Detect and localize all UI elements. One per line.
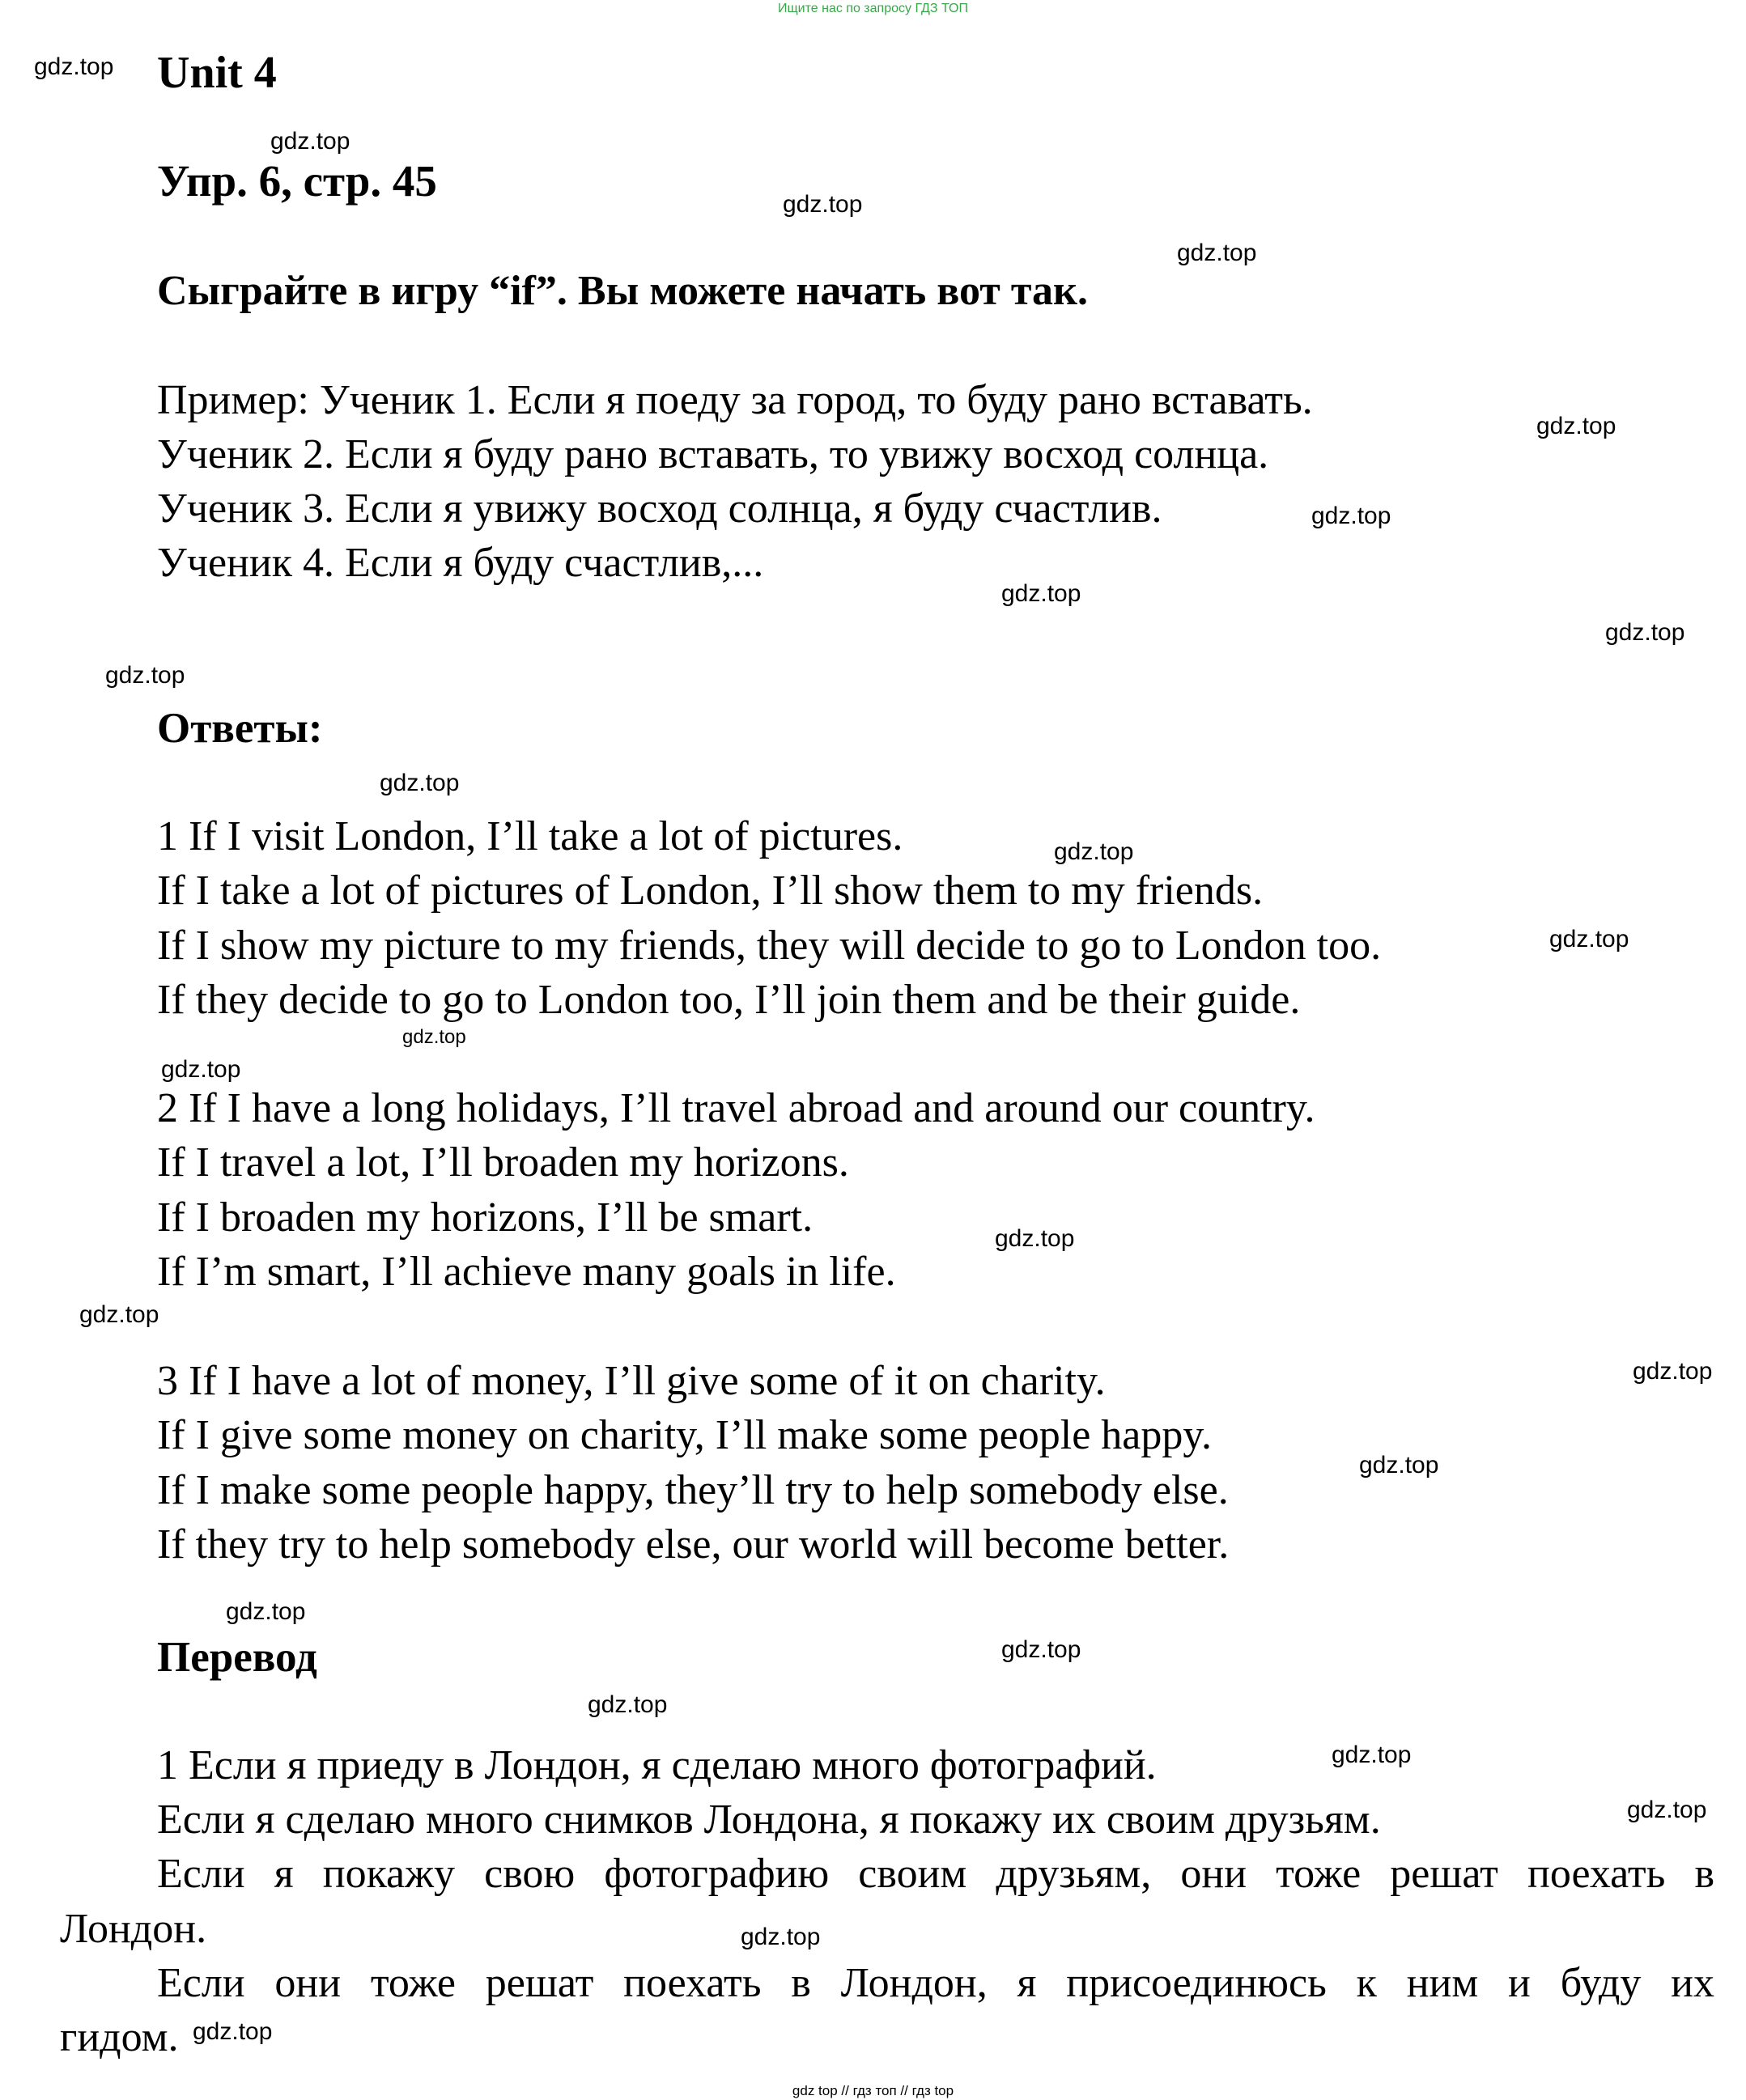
watermark: gdz.top	[161, 1056, 241, 1083]
answer-line: If I broaden my horizons, I’ll be smart.	[157, 1194, 814, 1241]
task-heading: Сыграйте в игру “if”. Вы можете начать вот так.	[157, 268, 1088, 314]
watermark: gdz.top	[741, 1924, 821, 1950]
translation-heading: Перевод	[157, 1634, 317, 1681]
footer-note: gdz top // гдз топ // гдз top	[792, 2083, 954, 2098]
watermark: gdz.top	[402, 1026, 466, 1048]
answer-line: If I give some money on charity, I’ll make some people happy.	[157, 1412, 1212, 1458]
watermark: gdz.top	[1359, 1452, 1439, 1478]
example-line: Пример: Ученик 1. Если я поеду за город, то буду рано вставать.	[157, 377, 1313, 423]
watermark: gdz.top	[1001, 1636, 1081, 1663]
answer-line: If I take a lot of pictures of London, I’ll show them to my friends.	[157, 868, 1264, 914]
exercise-title: Упр. 6, стр. 45	[157, 156, 437, 206]
translation-line: Если они тоже решат поехать в Лондон, я присоединюсь к ним и буду их	[157, 1960, 1714, 2006]
answer-line: If I show my picture to my friends, they will decide to go to London too.	[157, 923, 1382, 969]
watermark: gdz.top	[1549, 926, 1629, 952]
watermark: gdz.top	[226, 1598, 306, 1625]
translation-line: Если я покажу свою фотографию своим друзьям, они тоже решат поехать в	[157, 1851, 1714, 1897]
translation-line: Если я сделаю много снимков Лондона, я покажу их своим друзьям.	[157, 1797, 1381, 1843]
unit-title: Unit 4	[157, 48, 277, 98]
watermark: gdz.top	[783, 191, 863, 218]
watermark: gdz.top	[1311, 503, 1391, 529]
top-search-note: Ищите нас по запросу ГДЗ ТОП	[778, 2, 968, 15]
watermark: gdz.top	[1633, 1358, 1713, 1385]
answers-heading: Ответы:	[157, 705, 323, 752]
answer-line: If they try to help somebody else, our world will become better.	[157, 1521, 1230, 1568]
translation-line: 1 Если я приеду в Лондон, я сделаю много фотографий.	[157, 1742, 1157, 1788]
watermark: gdz.top	[1332, 1742, 1412, 1768]
example-line: Ученик 3. Если я увижу восход солнца, я буду счастлив.	[157, 486, 1162, 532]
watermark: gdz.top	[1054, 838, 1134, 865]
watermark: gdz.top	[380, 770, 460, 796]
answer-line: If they decide to go to London too, I’ll join them and be their guide.	[157, 977, 1301, 1023]
watermark: gdz.top	[1627, 1797, 1707, 1823]
watermark: gdz.top	[270, 128, 350, 155]
watermark: gdz.top	[588, 1691, 668, 1718]
example-line: Ученик 2. Если я буду рано вставать, то увижу восход солнца.	[157, 431, 1269, 477]
watermark: gdz.top	[1177, 240, 1257, 266]
watermark: gdz.top	[1536, 413, 1616, 439]
answer-line: If I’m smart, I’ll achieve many goals in life.	[157, 1249, 896, 1295]
example-line: Ученик 4. Если я буду счастлив,...	[157, 540, 764, 586]
watermark: gdz.top	[193, 2018, 273, 2045]
watermark: gdz.top	[1001, 580, 1081, 607]
answer-line: If I make some people happy, they’ll try to help somebody else.	[157, 1467, 1229, 1513]
translation-line: гидом.	[60, 2014, 179, 2060]
watermark: gdz.top	[34, 53, 114, 80]
watermark: gdz.top	[995, 1225, 1075, 1252]
watermark: gdz.top	[79, 1301, 159, 1328]
watermark: gdz.top	[105, 662, 185, 689]
answer-line: If I travel a lot, I’ll broaden my horizons.	[157, 1139, 849, 1186]
answer-line: 3 If I have a lot of money, I’ll give some of it on charity.	[157, 1358, 1106, 1404]
watermark: gdz.top	[1605, 619, 1685, 646]
translation-line: Лондон.	[60, 1906, 207, 1952]
answer-line: 1 If I visit London, I’ll take a lot of pictures.	[157, 813, 903, 859]
answer-line: 2 If I have a long holidays, I’ll travel abroad and around our country.	[157, 1085, 1315, 1131]
